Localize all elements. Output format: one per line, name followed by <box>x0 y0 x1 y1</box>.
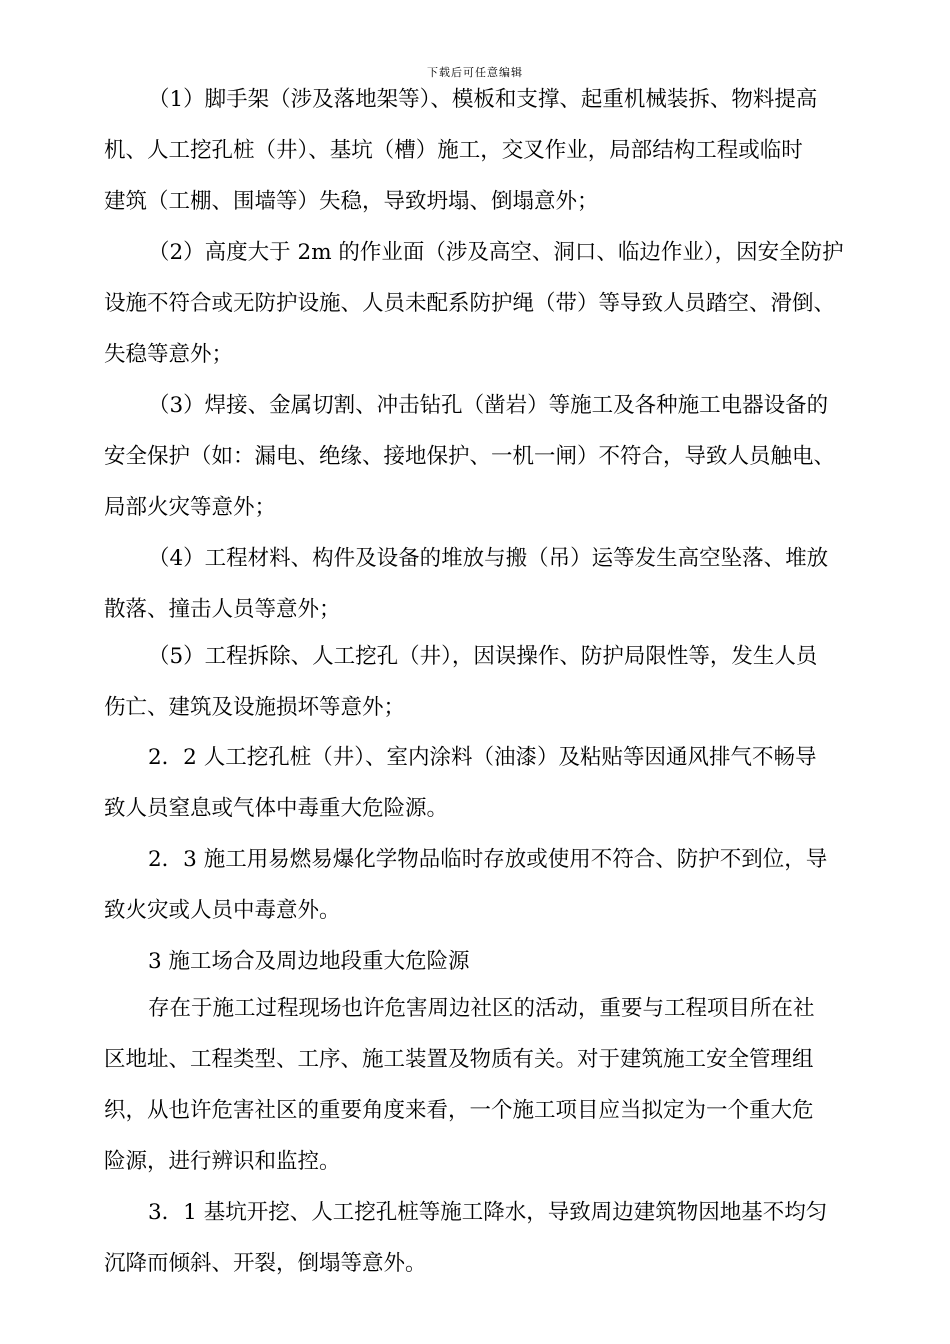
text-line: 失稳等意外； <box>104 342 234 367</box>
text-line: 区地址、工程类型、工序、施工装置及物质有关。对于建筑施工安全管理组 <box>104 1047 814 1072</box>
text-line: 建筑（工棚、围墙等）失稳，导致坍塌、倒塌意外； <box>104 189 599 214</box>
text-line: 织，从也许危害社区的重要角度来看，一个施工项目应当拟定为一个重大危 <box>104 1098 814 1123</box>
text-line: （3）焊接、金属切割、冲击钻孔（凿岩）等施工及各种施工电器设备的 <box>148 393 829 418</box>
text-line: 伤亡、建筑及设施损坏等意外； <box>104 695 406 720</box>
text-line: 2．3 施工用易燃易爆化学物品临时存放或使用不符合、防护不到位，导 <box>148 847 828 872</box>
text-line: 设施不符合或无防护设施、人员未配系防护绳（带）等导致人员踏空、滑倒、 <box>104 291 836 316</box>
text-line: 3 施工场合及周边地段重大危险源 <box>148 949 470 974</box>
text-line: （4）工程材料、构件及设备的堆放与搬（吊）运等发生高空坠落、堆放 <box>148 546 829 571</box>
text-line: （1）脚手架（涉及落地架等）、模板和支撑、起重机械装拆、物料提高 <box>148 87 818 112</box>
text-line: 2．2 人工挖孔桩（井）、室内涂料（油漆）及粘贴等因通风排气不畅导 <box>148 745 817 770</box>
text-line: （5）工程拆除、人工挖孔（井），因误操作、防护局限性等，发生人员 <box>148 644 818 669</box>
text-line: 致火灾或人员中毒意外。 <box>104 898 341 923</box>
text-line: 沉降而倾斜、开裂，倒塌等意外。 <box>104 1251 427 1276</box>
text-line: （2）高度大于 2m 的作业面（涉及高空、洞口、临边作业），因安全防护 <box>148 240 844 265</box>
text-line: 机、人工挖孔桩（井）、基坑（槽）施工，交叉作业，局部结构工程或临时 <box>104 138 803 163</box>
text-line: 3．1 基坑开挖、人工挖孔桩等施工降水，导致周边建筑物因地基不均匀 <box>148 1200 828 1225</box>
text-line: 安全保护（如：漏电、绝缘、接地保护、一机一闸）不符合，导致人员触电、 <box>104 444 836 469</box>
text-line: 存在于施工过程现场也许危害周边社区的活动，重要与工程项目所在社 <box>148 996 815 1021</box>
header-note: 下载后可任意编辑 <box>427 66 523 79</box>
text-line: 致人员窒息或气体中毒重大危险源。 <box>104 796 449 821</box>
text-line: 散落、撞击人员等意外； <box>104 597 341 622</box>
text-line: 险源，进行辨识和监控。 <box>104 1149 341 1174</box>
text-line: 局部火灾等意外； <box>104 495 277 520</box>
